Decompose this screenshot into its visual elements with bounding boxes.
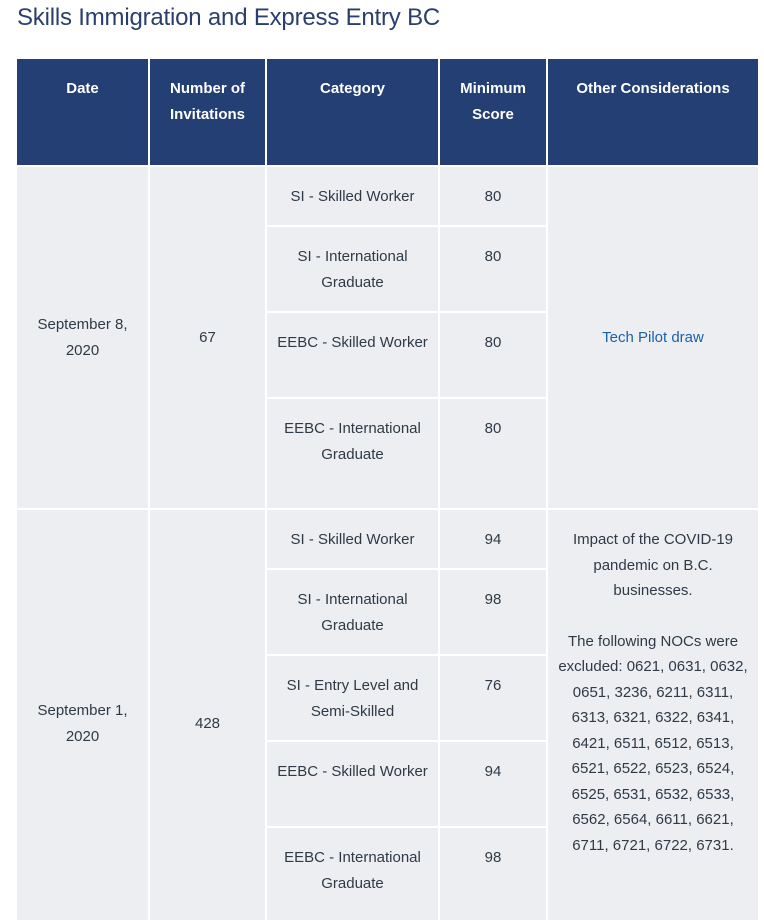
draw-score: 80 [440, 399, 546, 508]
header-category: Category [267, 59, 438, 165]
draw-category: EEBC - International Graduate [267, 828, 438, 920]
notes-spacer [556, 604, 750, 629]
draw-score: 76 [440, 656, 546, 740]
draw-score: 98 [440, 570, 546, 654]
draw-invitations: 428 [150, 510, 265, 920]
draw-category: SI - Skilled Worker [267, 510, 438, 568]
other-intro: Impact of the COVID-19 pandemic on B.C. businesses. [572, 531, 734, 599]
draw-other [548, 510, 758, 920]
draw-category: SI - International Graduate [267, 227, 438, 311]
header-other: Other Considerations [548, 59, 758, 165]
draw-category: SI - Entry Level and Semi-Skilled [267, 656, 438, 740]
header-invitations: Number of Invitations [150, 59, 265, 165]
draw-other [548, 167, 758, 508]
draw-score: 94 [440, 510, 546, 568]
draw-score: 80 [440, 227, 546, 311]
draw-category: EEBC - International Graduate [267, 399, 438, 508]
other-detail: The following NOCs were excluded: 0621, 0631, 0632, 0651, 3236, 6211, 6311, 6313, 6321, 6322, 6341, 6421, 6511, 6512, 6513, 6521, 6522, 6523, 6524, 6525, 6531, 6532, 6533, 6562, 6564, 6611, 6621, 6711, 6721, 6722, 6731. [558, 632, 748, 854]
draw-category: EEBC - Skilled Worker [267, 313, 438, 397]
draw-category: SI - International Graduate [267, 570, 438, 654]
table-row [17, 167, 758, 225]
draw-score: 80 [440, 313, 546, 397]
draw-score: 94 [440, 742, 546, 826]
tech-pilot-link[interactable]: Tech Pilot draw [602, 328, 704, 346]
table-row [17, 510, 758, 568]
draw-category: EEBC - Skilled Worker [267, 742, 438, 826]
draw-score: 98 [440, 828, 546, 920]
header-date: Date [17, 59, 148, 165]
header-row [17, 59, 758, 165]
draws-table [15, 57, 760, 920]
page-title: Skills Immigration and Express Entry BC [17, 4, 441, 31]
draw-date: September 1, 2020 [17, 510, 148, 920]
draw-score: 80 [440, 167, 546, 225]
header-min-score: Minimum Score [440, 59, 546, 165]
draw-invitations: 67 [150, 167, 265, 508]
draw-date: September 8, 2020 [17, 167, 148, 508]
draw-category: SI - Skilled Worker [267, 167, 438, 225]
